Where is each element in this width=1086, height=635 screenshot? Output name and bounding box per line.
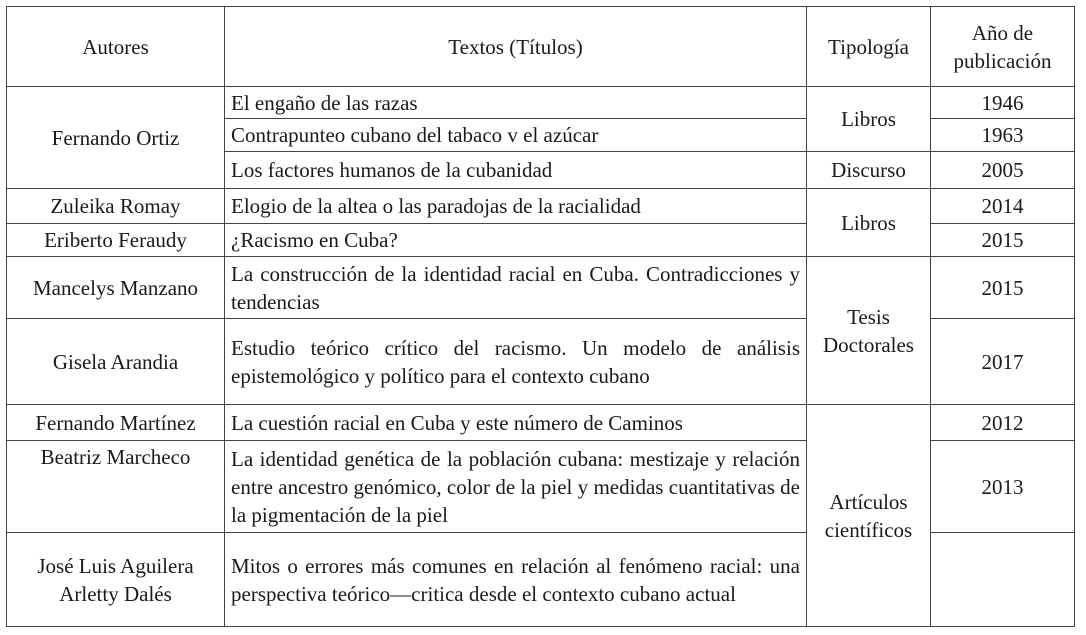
header-tipologia: Tipología — [807, 7, 931, 87]
year-cell: 2017 — [931, 319, 1075, 405]
type-line1: Tesis — [847, 304, 890, 329]
author-cell: Gisela Arandia — [7, 319, 225, 405]
author-line2: Arletty Dalés — [59, 581, 172, 606]
type-line1: Artículos — [829, 489, 908, 514]
title-cell: Mitos o errores más comunes en relación al fenómeno racial: una perspectiva teórico—critica desde el contexto cubano actual — [225, 533, 807, 627]
header-anio — [931, 7, 1075, 87]
type-cell: Discurso — [807, 152, 931, 189]
type-cell: Libros — [807, 87, 931, 152]
author-line1: José Luis Aguilera — [37, 553, 194, 578]
year-cell: 1946 — [931, 87, 1075, 119]
title-cell: Contrapunteo cubano del tabaco v el azúcar — [225, 119, 807, 152]
author-cell: Mancelys Manzano — [7, 257, 225, 319]
title-cell: El engaño de las razas — [225, 87, 807, 119]
author-cell — [7, 533, 225, 627]
type-cell — [807, 257, 931, 405]
author-cell: Eriberto Feraudy — [7, 224, 225, 257]
title-cell: Elogio de la altea o las paradojas de la racialidad — [225, 189, 807, 224]
table-row — [7, 189, 1075, 224]
header-anio-line2: publicación — [953, 48, 1052, 73]
header-row — [7, 7, 1075, 87]
year-cell: 2015 — [931, 257, 1075, 319]
title-cell: Los factores humanos de la cubanidad — [225, 152, 807, 189]
type-cell — [807, 405, 931, 627]
table-row — [7, 87, 1075, 119]
author-cell: Beatriz Marcheco — [7, 441, 225, 533]
author-cell: Fernando Ortiz — [7, 87, 225, 189]
type-cell: Libros — [807, 189, 931, 257]
title-cell: La identidad genética de la población cubana: mestizaje y relación entre ancestro genómico, color de la piel y medidas cuantitativas de la pigmentación de la piel — [225, 441, 807, 533]
type-line2: Doctorales — [823, 332, 914, 357]
type-line2: científicos — [824, 517, 913, 542]
title-cell: La cuestión racial en Cuba y este número de Caminos — [225, 405, 807, 441]
year-cell: 2014 — [931, 189, 1075, 224]
publications-table — [6, 6, 1075, 627]
header-anio-line1: Año de — [971, 20, 1034, 45]
year-cell: 2015 — [931, 224, 1075, 257]
header-textos: Textos (Títulos) — [225, 7, 807, 87]
table-row — [7, 257, 1075, 319]
year-cell: 2005 — [931, 152, 1075, 189]
year-cell — [931, 533, 1075, 627]
title-cell: La construcción de la identidad racial en Cuba. Contradicciones y tendencias — [225, 257, 807, 319]
year-cell: 1963 — [931, 119, 1075, 152]
table-row — [7, 405, 1075, 441]
title-cell: Estudio teórico crítico del racismo. Un modelo de análisis epistemológico y político para el contexto cubano — [225, 319, 807, 405]
author-cell: Zuleika Romay — [7, 189, 225, 224]
author-cell: Fernando Martínez — [7, 405, 225, 441]
year-cell: 2013 — [931, 441, 1075, 533]
title-cell: ¿Racismo en Cuba? — [225, 224, 807, 257]
year-cell: 2012 — [931, 405, 1075, 441]
header-autores: Autores — [7, 7, 225, 87]
